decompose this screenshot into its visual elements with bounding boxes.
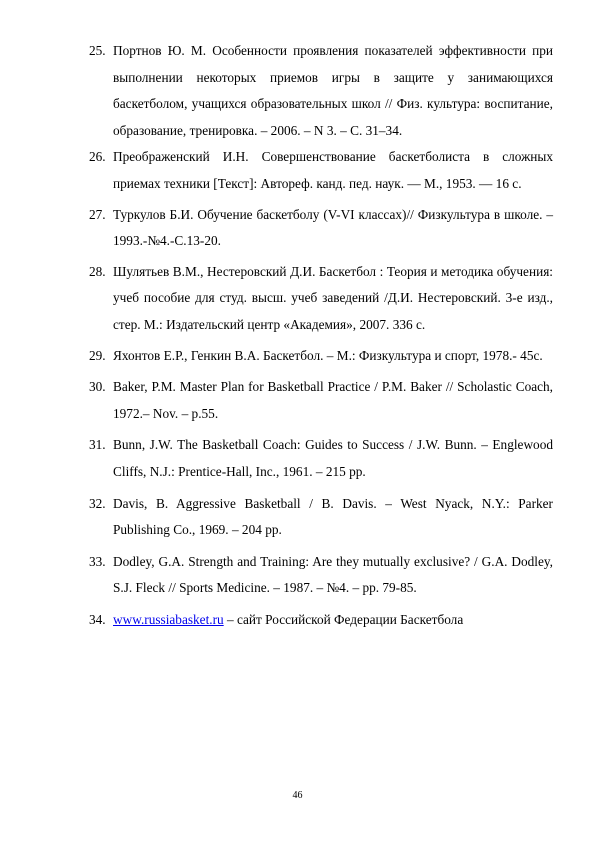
page-number: 46 (292, 790, 303, 801)
reference-item (89, 549, 553, 602)
reference-item (89, 38, 553, 144)
reference-item (89, 144, 553, 197)
reference-text: Яхонтов Е.Р., Генкин В.А. Баскетбол. – М.: Физкультура и спорт, 1978.- 45с. (113, 347, 543, 363)
reference-number: 34. (89, 611, 106, 627)
reference-item (89, 343, 553, 370)
reference-text: Шулятьев В.М., Нестеровский Д.И. Баскетбол : Теория и методика обучения: учеб пособие для студ. высш. учеб заведений /Д.И. Нестеровский. 3-е изд., стер. М.: Издательский центр «Академия», 2007. 336 с. (113, 263, 553, 332)
reference-number: 31. (89, 437, 106, 453)
reference-text: Туркулов Б.И. Обучение баскетболу (V-VI классах)// Физкультура в школе. – 1993.-№4.-С.13-20. (113, 206, 553, 249)
reference-item (89, 202, 553, 255)
reference-list (89, 38, 553, 633)
reference-number: 26. (89, 149, 106, 165)
reference-text: Преображенский И.Н. Совершенствование баскетболиста в сложных приемах техники [Текст]: Автореф. канд. пед. наук. — М., 1953. — 16 с. (113, 149, 553, 191)
reference-number: 33. (89, 553, 106, 569)
reference-text: Baker, P.M. Master Plan for Basketball Practice / P.M. Baker // Scholastic Coach, 1972.– Nov. – p.55. (113, 379, 553, 421)
russiabasket-link[interactable]: www.russiabasket.ru (113, 611, 224, 627)
reference-text: Портнов Ю. М. Особенности проявления показателей эффективности при выполнении некоторых приемов игры в защите у занимающихся баскетболом, учащихся образовательных школ // Физ. культура: воспитание, образование, тренировка. – 2006. – N 3. – С. 31–34. (113, 43, 553, 138)
reference-number: 25. (89, 43, 106, 58)
reference-number: 32. (89, 495, 106, 511)
reference-item (89, 607, 553, 634)
reference-item (89, 432, 553, 485)
reference-number: 28. (89, 263, 106, 279)
reference-item (89, 491, 553, 544)
reference-item (89, 374, 553, 427)
reference-number: 27. (89, 206, 106, 222)
reference-number: 30. (89, 379, 106, 395)
reference-text (113, 607, 553, 634)
reference-text: Davis, B. Aggressive Basketball / B. Davis. – West Nyack, N.Y.: Parker Publishing Co., 1969. – 204 pp. (113, 495, 553, 538)
reference-text: Bunn, J.W. The Basketball Coach: Guides to Success / J.W. Bunn. – Englewood Cliffs, N.J.: Prentice-Hall, Inc., 1961. – 215 pp. (113, 437, 553, 479)
reference-item (89, 259, 553, 339)
reference-link-description: – сайт Российской Федерации Баскетбола (223, 611, 464, 627)
reference-number: 29. (89, 347, 106, 363)
reference-text: Dodley, G.A. Strength and Training: Are they mutually exclusive? / G.A. Dodley, S.J. Fleck // Sports Medicine. – 1987. – №4. – pp. 79-85. (113, 553, 553, 596)
